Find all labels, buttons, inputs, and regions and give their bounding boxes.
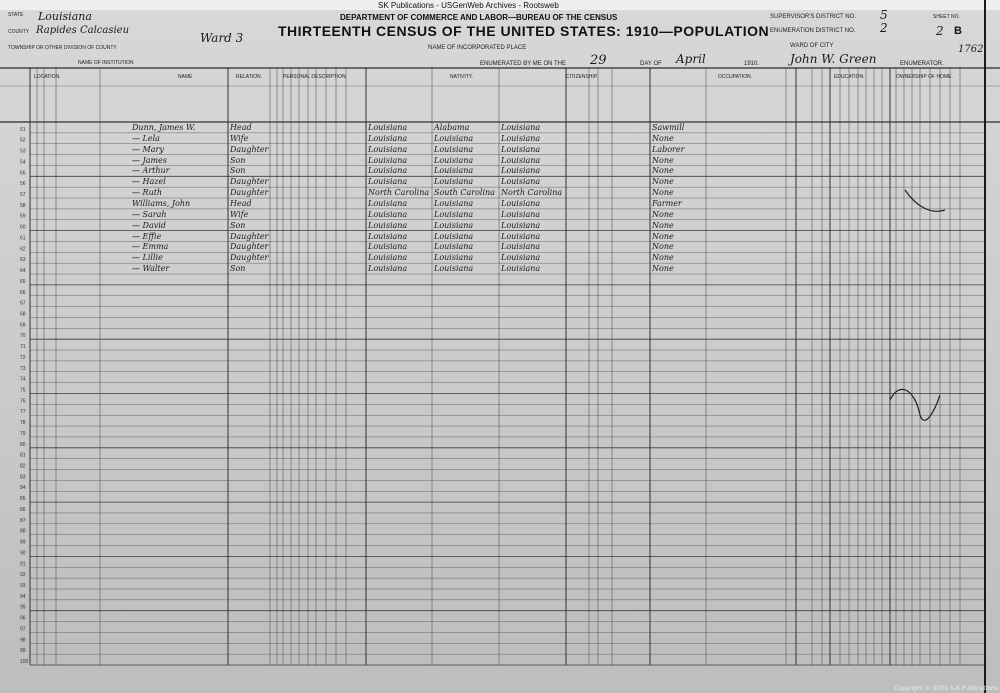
row-name: — Hazel [132, 177, 166, 187]
sheet-label: SHEET NO. [933, 14, 960, 20]
row-name: — Lela [132, 133, 160, 143]
col-citizenship: CITIZENSHIP. [566, 74, 598, 80]
line-number: 82 [20, 463, 26, 470]
row-father: Louisiana [434, 231, 474, 241]
ward-label: WARD OF CITY [790, 43, 834, 49]
row-father: Louisiana [434, 264, 474, 274]
row-birth: Louisiana [368, 155, 408, 165]
row-occ: None [652, 155, 674, 165]
row-father: Louisiana [434, 155, 474, 165]
line-number: 65 [20, 278, 26, 285]
row-rel: Daughter [230, 231, 269, 241]
row-birth: Louisiana [368, 133, 408, 143]
year-value: 1910. [744, 61, 760, 67]
row-rel: Wife [230, 209, 249, 219]
line-number: 86 [20, 506, 26, 513]
line-number: 91 [20, 561, 26, 568]
row-father: Louisiana [434, 220, 474, 230]
row-rel: Wife [230, 133, 249, 143]
col-location: LOCATION. [34, 74, 61, 80]
row-rel: Daughter [230, 253, 269, 263]
line-number: 80 [20, 441, 26, 448]
line-number: 79 [20, 430, 26, 437]
col-name: NAME [178, 74, 193, 80]
row-rel: Head [230, 199, 252, 209]
line-number: 99 [20, 648, 26, 655]
enum-district-label: ENUMERATION DISTRICT NO. [770, 28, 856, 34]
line-number: 97 [20, 626, 26, 633]
row-birth: Louisiana [368, 220, 408, 230]
line-number: 64 [20, 268, 26, 275]
row-mother: Louisiana [501, 220, 541, 230]
row-occ: None [652, 242, 674, 252]
sheet-side: B [954, 25, 962, 37]
row-occ: None [652, 188, 674, 198]
line-number: 51 [20, 126, 26, 133]
row-mother: Louisiana [501, 177, 541, 187]
row-birth: Louisiana [368, 242, 408, 252]
supervisor-label: SUPERVISOR'S DISTRICT NO. [770, 14, 856, 20]
township-label: TOWNSHIP OR OTHER DIVISION OF COUNTY [8, 45, 117, 51]
row-father: Louisiana [434, 133, 474, 143]
state-label: STATE [8, 12, 24, 18]
row-father: Louisiana [434, 209, 474, 219]
col-personal: PERSONAL DESCRIPTION. [283, 74, 347, 80]
row-name: — Ruth [132, 188, 163, 198]
line-number: 84 [20, 485, 26, 492]
enumerator-name: John W. Green [790, 52, 877, 66]
enumerated-day: 29 [590, 53, 607, 68]
line-number: 87 [20, 517, 26, 524]
row-mother: Louisiana [501, 242, 541, 252]
state-value: Louisiana [38, 10, 92, 23]
row-rel: Son [230, 155, 246, 165]
line-number: 81 [20, 452, 26, 459]
row-name: — Sarah [132, 209, 167, 219]
line-number: 59 [20, 213, 26, 220]
line-number: 83 [20, 474, 26, 481]
line-number: 96 [20, 615, 26, 622]
month-value: April [676, 52, 706, 66]
line-number: 76 [20, 398, 26, 405]
line-number: 94 [20, 593, 26, 600]
row-mother: Louisiana [501, 264, 541, 274]
line-number: 52 [20, 137, 26, 144]
row-father: Louisiana [434, 177, 474, 187]
row-occ: Laborer [652, 144, 685, 154]
line-number: 100 [20, 659, 29, 665]
enum-district-no: 2 [880, 21, 888, 35]
line-number: 74 [20, 376, 26, 383]
line-number: 77 [20, 409, 26, 416]
line-number: 72 [20, 354, 26, 361]
department-line: DEPARTMENT OF COMMERCE AND LABOR—BUREAU OF THE CENSUS [340, 13, 618, 22]
line-number: 55 [20, 170, 26, 177]
incorporated-label: NAME OF INCORPORATED PLACE [428, 45, 527, 51]
row-mother: Louisiana [501, 166, 541, 176]
row-mother: Louisiana [501, 253, 541, 263]
row-occ: None [652, 177, 674, 187]
line-number: 56 [20, 181, 26, 188]
row-name: — Arthur [132, 166, 170, 176]
col-ownership: OWNERSHIP OF HOME. [896, 74, 953, 80]
sheet-number: 2 [936, 24, 944, 38]
row-birth: Louisiana [368, 209, 408, 219]
line-number: 93 [20, 582, 26, 589]
row-name: — James [132, 155, 167, 165]
row-birth: Louisiana [368, 177, 408, 187]
line-number: 69 [20, 322, 26, 329]
line-number: 98 [20, 637, 26, 644]
county-value: Rapides Calcasieu [36, 25, 130, 36]
row-mother: Louisiana [501, 144, 541, 154]
row-occ: None [652, 166, 674, 176]
line-number: 60 [20, 224, 26, 231]
row-mother: Louisiana [501, 231, 541, 241]
institution-label: NAME OF INSTITUTION [78, 60, 134, 66]
line-number: 62 [20, 246, 26, 253]
row-name: — David [132, 220, 166, 230]
row-mother: Louisiana [501, 209, 541, 219]
row-father: Louisiana [434, 242, 474, 252]
stamp-number: 1762 [958, 44, 984, 55]
line-number: 67 [20, 300, 26, 307]
enumerated-label: ENUMERATED BY ME ON THE [480, 61, 567, 67]
row-rel: Daughter [230, 144, 269, 154]
row-name: — Effie [132, 231, 162, 241]
line-number: 70 [20, 333, 26, 340]
row-birth: Louisiana [368, 166, 408, 176]
township-value: Ward 3 [200, 31, 244, 45]
col-nativity: NATIVITY. [450, 74, 473, 80]
row-father: Louisiana [434, 166, 474, 176]
row-occ: None [652, 264, 674, 274]
row-name: — Mary [132, 144, 164, 154]
row-name: — Walter [132, 264, 170, 274]
line-number: 58 [20, 202, 26, 209]
row-rel: Son [230, 264, 246, 274]
line-number: 78 [20, 420, 26, 427]
line-number: 89 [20, 539, 26, 546]
row-birth: North Carolina [368, 188, 430, 198]
line-number: 85 [20, 496, 26, 503]
line-number: 71 [20, 344, 26, 351]
col-relation: RELATION. [236, 74, 263, 80]
row-rel: Daughter [230, 188, 269, 198]
row-father: Alabama [434, 123, 470, 132]
row-name: — Emma [132, 242, 169, 252]
page-title: THIRTEENTH CENSUS OF THE UNITED STATES: 1910—POPULATION [278, 23, 770, 39]
copyright-text: Copyright © 2000 S-K Publications [893, 685, 998, 692]
line-number: 53 [20, 148, 26, 155]
row-mother: Louisiana [501, 123, 541, 132]
row-birth: Louisiana [368, 144, 408, 154]
day-of-label: DAY OF [640, 61, 662, 67]
row-birth: Louisiana [368, 253, 408, 263]
row-occ: Farmer [652, 199, 682, 209]
line-number: 95 [20, 604, 26, 611]
line-number: 88 [20, 528, 26, 535]
col-education: EDUCATION. [834, 74, 865, 80]
enumerator-label: ENUMERATOR. [900, 61, 944, 67]
row-occ: None [652, 220, 674, 230]
row-occ: None [652, 133, 674, 143]
line-number: 75 [20, 387, 26, 394]
line-number: 57 [20, 192, 26, 199]
row-father: South Carolina [434, 188, 495, 198]
county-label: COUNTY [8, 29, 30, 35]
watermark-text: SK Publications - USGenWeb Archives - Rootsweb [378, 1, 559, 10]
row-birth: Louisiana [368, 231, 408, 241]
line-number: 92 [20, 572, 26, 579]
line-number: 66 [20, 289, 26, 296]
row-occ: None [652, 209, 674, 219]
row-birth: Louisiana [368, 123, 408, 132]
row-rel: Son [230, 166, 246, 176]
row-father: Louisiana [434, 199, 474, 209]
row-birth: Louisiana [368, 264, 408, 274]
line-number: 73 [20, 365, 26, 372]
line-number: 68 [20, 311, 26, 318]
row-name: Williams, John [132, 199, 191, 209]
col-occupation: OCCUPATION. [718, 74, 752, 80]
supervisor-no: 5 [880, 8, 888, 22]
row-rel: Daughter [230, 177, 269, 187]
row-rel: Head [230, 123, 252, 132]
row-mother: Louisiana [501, 199, 541, 209]
row-mother: Louisiana [501, 155, 541, 165]
row-mother: Louisiana [501, 133, 541, 143]
row-birth: Louisiana [368, 199, 408, 209]
row-name: — Lillie [132, 253, 163, 263]
row-father: Louisiana [434, 253, 474, 263]
line-number: 63 [20, 257, 26, 264]
pen-mark [890, 190, 945, 420]
row-occ: Sawmill [652, 123, 685, 132]
row-rel: Daughter [230, 242, 269, 252]
line-number: 54 [20, 159, 26, 166]
row-father: Louisiana [434, 144, 474, 154]
row-mother: North Carolina [501, 188, 563, 198]
line-number: 90 [20, 550, 26, 557]
row-occ: None [652, 231, 674, 241]
row-rel: Son [230, 220, 246, 230]
row-name: Dunn, James W. [132, 123, 196, 132]
row-occ: None [652, 253, 674, 263]
line-number: 61 [20, 235, 26, 242]
